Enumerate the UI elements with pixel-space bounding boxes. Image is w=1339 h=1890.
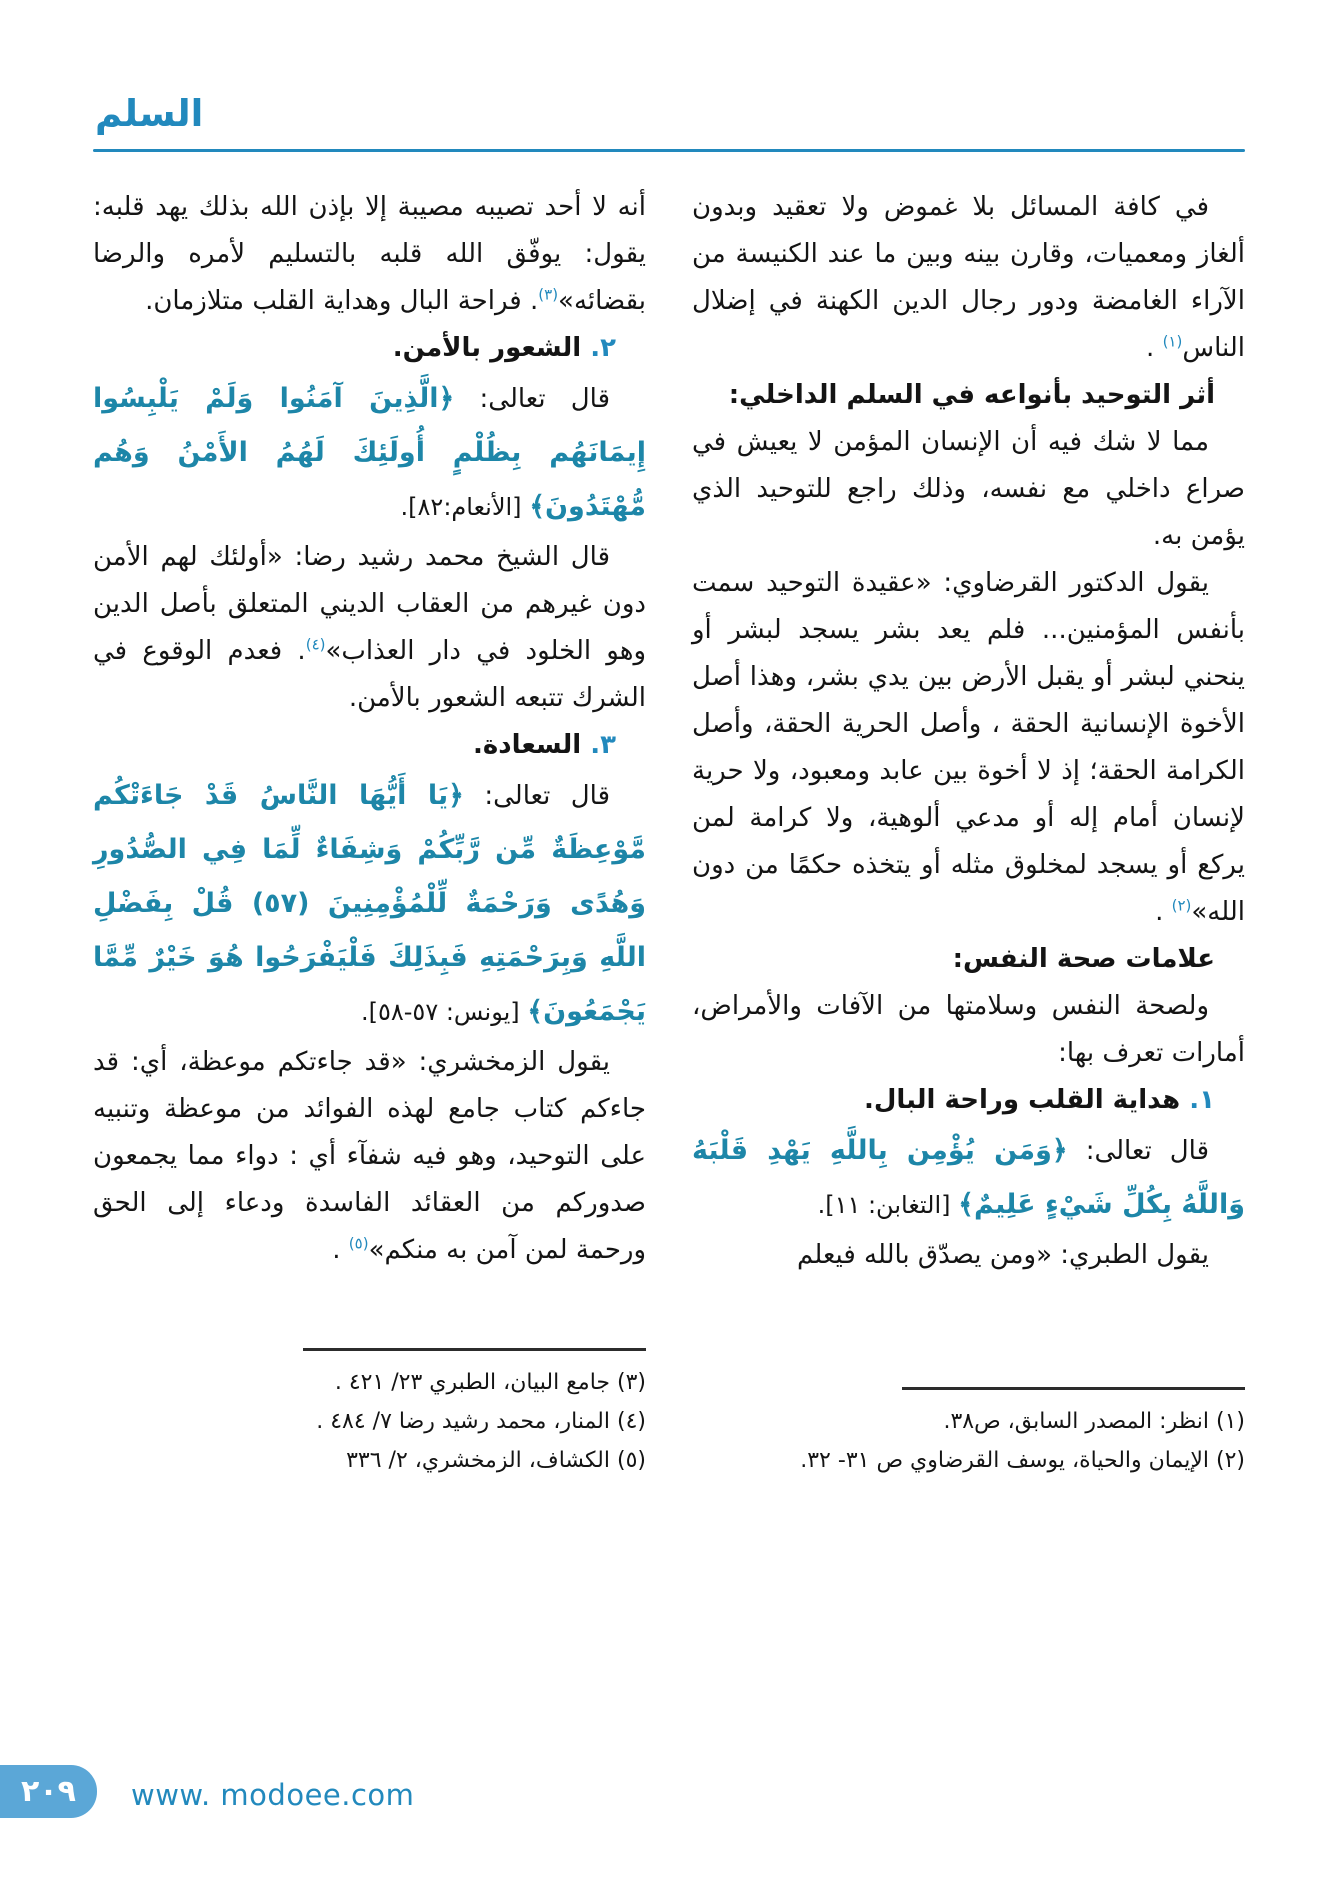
list-item-label: هداية القلب وراحة البال. — [863, 1085, 1190, 1115]
list-item — [93, 325, 646, 372]
paragraph-text: أنه لا أحد تصيبه مصيبة إلا بإذن الله بذلك يهد قلبه: يقول: يوفّق الله قلبه بالتسليم لأمره والرضا بقضائه» — [93, 192, 646, 316]
paragraph-text: يقول الزمخشري: «قد جاءتكم موعظة، أي: قد جاءكم كتاب جامع لهذه الفوائد من موعظة وتنبيه على التوحيد، وهو فيه شفآء أي : دواء مما يجمعون صدوركم من العقائد الفاسدة ودعاء إلى الحق ورحمة لمن آمن به منكم» — [93, 1047, 646, 1265]
paragraph-tail: . — [1146, 333, 1163, 363]
footnotes-divider — [303, 1348, 646, 1351]
list-number: ١. — [1189, 1085, 1215, 1115]
footnote: (٥) الكشاف، الزمخشري، ٢/ ٣٣٦ — [346, 1448, 646, 1473]
section-heading: أثر التوحيد بأنواعه في السلم الداخلي: — [728, 380, 1215, 410]
quran-paragraph — [93, 769, 646, 1039]
text-columns — [93, 184, 1245, 1480]
quran-verse: ﴿وَمَن يُؤْمِن بِاللَّهِ يَهْدِ قَلْبَهُ وَاللَّهُ بِكُلِّ شَيْءٍ عَلِيمٌ﴾ — [692, 1135, 1245, 1220]
paragraph — [93, 1039, 646, 1274]
quran-paragraph — [692, 1124, 1245, 1232]
footnote-marker: (٢) — [1171, 896, 1192, 915]
footnote: (٣) جامع البيان، الطبري ٢٣/ ٤٢١ . — [334, 1370, 646, 1395]
paragraph-tail: . — [332, 1235, 349, 1265]
paragraph-text: في كافة المسائل بلا غموض ولا تعقيد وبدون ألغاز ومعميات، وقارن بينه وبين ما عند الكنيسة من الآراء الغامضة ودور رجال الدين الكهنة في إضلال الناس — [692, 192, 1245, 363]
paragraph — [692, 184, 1245, 372]
footnote-marker: (٣) — [538, 285, 559, 304]
paragraph: مما لا شك فيه أن الإنسان المؤمن لا يعيش في صراع داخلي مع نفسه، وذلك راجع للتوحيد الذي يؤمن به. — [692, 427, 1245, 551]
paragraph-text: يقول الدكتور القرضاوي: «عقيدة التوحيد سمت بأنفس المؤمنين... فلم يعد بشر يسجد لبشر أو ينحني لبشر أو يقبل الأرض بين يدي بشر، وهذا أصل الأخوة الإنسانية الحقة ، وأصل الحرية الحقة، وأصل الكرامة الحقة؛ إذ لا أخوة بين عابد ومعبود، ولا حرية لإنسان أمام إله أو مدعي ألوهية، ولا كرامة لمن يركع أو يسجد لمخلوق مثله أو يتخذه حكمًا من دون الله» — [692, 568, 1245, 927]
paragraph-tail: . — [1155, 897, 1172, 927]
paragraph: يقول الطبري: «ومن يصدّق بالله فيعلم — [797, 1240, 1209, 1270]
footnotes-right — [692, 1381, 1245, 1480]
paragraph-tail: . فراحة البال وهداية القلب متلازمان. — [145, 286, 539, 316]
website-link[interactable]: www. modoee.com — [131, 1778, 415, 1812]
quran-verse: ﴿يَا أَيُّهَا النَّاسُ قَدْ جَاءَتْكُم مَّوْعِظَةٌ مِّن رَّبِّكُمْ وَشِفَاءٌ لِّمَا فِي الصُّدُورِ وَهُدًى وَرَحْمَةٌ لِّلْمُؤْمِنِينَ (٥٧) قُلْ بِفَضْلِ اللَّهِ وَبِرَحْمَتِهِ فَبِذَلِكَ فَلْيَفْرَحُوا هُوَ خَيْرٌ مِّمَّا يَجْمَعُونَ﴾ — [93, 780, 646, 1027]
quran-intro: قال تعالى: — [1067, 1136, 1209, 1166]
footnote-marker: (٤) — [305, 635, 326, 654]
paragraph — [93, 184, 646, 325]
quran-citation: [الأنعام:٨٢]. — [400, 493, 530, 521]
list-number: ٣. — [590, 730, 616, 760]
paragraph — [692, 560, 1245, 936]
section-heading: علامات صحة النفس: — [952, 944, 1215, 974]
list-item-label: الشعور بالأمن. — [392, 333, 591, 363]
right-column — [692, 184, 1245, 1480]
left-column — [93, 184, 646, 1480]
quran-verse: ﴿الَّذِينَ آمَنُوا وَلَمْ يَلْبِسُوا إِيمَانَهُم بِظُلْمٍ أُولَئِكَ لَهُمُ الأَمْنُ وَهُم مُّهْتَدُونَ﴾ — [93, 383, 646, 522]
footnotes-divider — [902, 1387, 1245, 1390]
footnote-marker: (٥) — [348, 1234, 369, 1253]
quran-citation: [يونس: ٥٧-٥٨]. — [360, 998, 528, 1026]
footnote: (٢) الإيمان والحياة، يوسف القرضاوي ص ٣١- ٣٢. — [800, 1448, 1245, 1473]
list-item-label: السعادة. — [473, 730, 591, 760]
footnote: (١) انظر: المصدر السابق، ص٣٨. — [943, 1409, 1245, 1434]
page-header-title: السلم — [95, 92, 204, 135]
list-item — [93, 722, 646, 769]
quran-citation: [التغابن: ١١]. — [817, 1191, 959, 1219]
quran-paragraph — [93, 372, 646, 534]
quran-intro: قال تعالى: — [454, 384, 610, 414]
list-item — [692, 1077, 1245, 1124]
footnote: (٤) المنار، محمد رشيد رضا ٧/ ٤٨٤ . — [316, 1409, 646, 1434]
paragraph: ولصحة النفس وسلامتها من الآفات والأمراض، أمارات تعرف بها: — [692, 991, 1245, 1068]
paragraph — [93, 534, 646, 722]
footnotes-left — [93, 1342, 646, 1480]
page-number-badge: ٢٠٩ — [0, 1765, 97, 1818]
quran-intro: قال تعالى: — [463, 781, 610, 811]
paragraph-text: قال الشيخ محمد رشيد رضا: «أولئك لهم الأمن دون غيرهم من العقاب الديني المتعلق بأصل الدين وهو الخلود في دار العذاب» — [93, 542, 647, 666]
footnote-marker: (١) — [1162, 332, 1183, 351]
paragraph-tail: . فعدم الوقوع في الشرك تتبعه الشعور بالأمن. — [93, 636, 646, 713]
header-divider — [93, 149, 1245, 152]
list-number: ٢. — [590, 333, 616, 363]
